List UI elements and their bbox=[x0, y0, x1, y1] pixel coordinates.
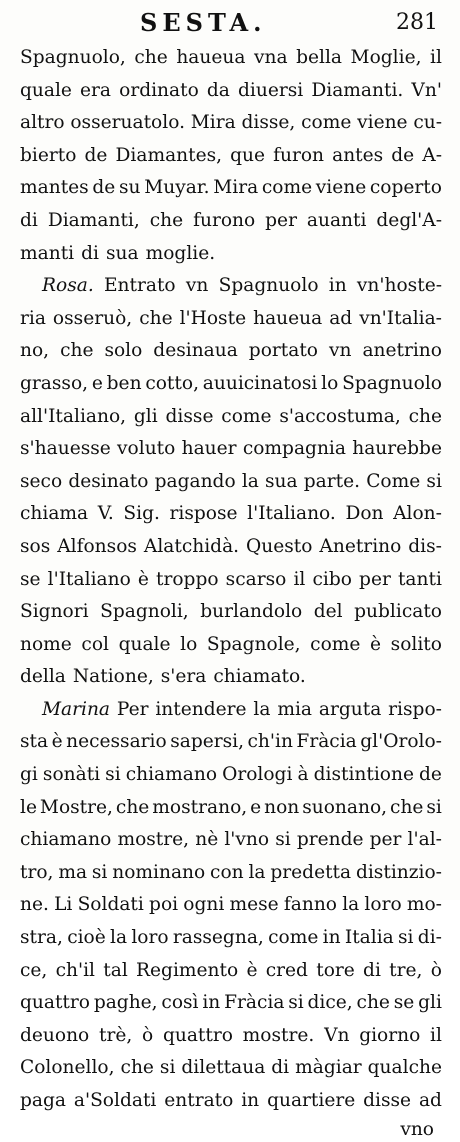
word: chiamato. bbox=[213, 666, 306, 688]
text-line bbox=[20, 531, 442, 564]
word: coperto bbox=[369, 177, 442, 199]
word: rispose bbox=[169, 503, 238, 525]
word: giorno bbox=[359, 1024, 421, 1046]
word: le bbox=[20, 796, 37, 818]
word: bella bbox=[296, 47, 342, 68]
word: la bbox=[110, 927, 128, 949]
word: anetrino bbox=[362, 340, 442, 362]
word: bierto bbox=[20, 144, 77, 166]
word: Spagnuolo, bbox=[20, 47, 126, 68]
text-line bbox=[20, 792, 442, 825]
text-line bbox=[20, 1020, 442, 1053]
text-line bbox=[20, 205, 442, 238]
word: antes bbox=[332, 144, 384, 166]
word: loro bbox=[364, 894, 402, 916]
word: come bbox=[221, 405, 272, 427]
word: che bbox=[408, 405, 442, 427]
word: viene bbox=[357, 112, 408, 134]
word: che bbox=[149, 209, 184, 231]
text-line bbox=[20, 107, 442, 140]
text-line bbox=[20, 922, 442, 955]
text-line bbox=[20, 889, 442, 922]
word: Vn bbox=[324, 1024, 350, 1046]
text-line bbox=[20, 726, 442, 759]
word: che bbox=[120, 1057, 154, 1079]
word: paga bbox=[20, 1090, 66, 1111]
word: grasso, bbox=[20, 372, 89, 394]
word: desinato bbox=[68, 470, 149, 492]
word: per bbox=[265, 209, 297, 231]
word: quartiere bbox=[267, 1090, 356, 1111]
word: Diamanti, bbox=[47, 209, 140, 231]
word: da bbox=[206, 79, 230, 101]
word: Fràcia bbox=[224, 992, 285, 1014]
word: stra, bbox=[20, 927, 63, 949]
word: mia bbox=[277, 698, 312, 720]
text-line bbox=[20, 433, 442, 466]
word: vn'Italia- bbox=[359, 307, 442, 329]
text-line bbox=[20, 857, 442, 890]
word: vna bbox=[253, 47, 288, 68]
word: Anetrino bbox=[319, 535, 402, 557]
word: rispo- bbox=[388, 698, 442, 720]
word: Spagnuolo bbox=[342, 372, 442, 394]
word: sua bbox=[105, 242, 139, 264]
word: auanti bbox=[306, 209, 367, 231]
word: all'Italiano, bbox=[20, 405, 127, 427]
word: lo bbox=[180, 633, 198, 655]
word: cred bbox=[265, 959, 308, 981]
word: di bbox=[81, 242, 99, 264]
word: Soldati bbox=[77, 894, 144, 916]
word: Muyar. bbox=[144, 177, 210, 199]
word: in bbox=[328, 275, 347, 297]
word: de bbox=[391, 144, 415, 166]
word: Per bbox=[116, 698, 149, 720]
word: publicato bbox=[354, 601, 442, 623]
word: come bbox=[301, 112, 352, 134]
word: solo bbox=[104, 340, 143, 362]
word: nè bbox=[195, 829, 219, 851]
text-line bbox=[20, 824, 442, 857]
word: Alon- bbox=[393, 503, 442, 525]
word: si bbox=[91, 861, 108, 883]
word: era bbox=[80, 79, 112, 101]
word: V. bbox=[97, 503, 114, 525]
word: gi bbox=[20, 764, 38, 786]
word: Spagnoli, bbox=[100, 601, 189, 623]
word: s'accostuma, bbox=[279, 405, 401, 427]
word: si bbox=[159, 1057, 176, 1079]
word: in bbox=[241, 1090, 260, 1111]
word: l'Hoste bbox=[179, 307, 247, 329]
word: auuicinatosi bbox=[202, 372, 318, 394]
word: ria bbox=[20, 307, 46, 329]
text-line bbox=[20, 42, 442, 75]
word: altro bbox=[20, 112, 65, 134]
word: per bbox=[369, 829, 402, 851]
word: la bbox=[248, 861, 266, 883]
word: l'vno bbox=[224, 829, 270, 851]
word: dilettaua bbox=[181, 1057, 266, 1079]
word: cioè bbox=[67, 927, 106, 949]
word: Questo bbox=[246, 535, 313, 557]
text-line bbox=[20, 498, 442, 531]
word: de bbox=[419, 764, 442, 786]
word: come bbox=[268, 927, 319, 949]
word: qualche bbox=[367, 1057, 442, 1079]
word: mese bbox=[229, 894, 279, 916]
word: predetta bbox=[270, 861, 352, 883]
word: viene bbox=[315, 177, 367, 199]
word: l'al- bbox=[407, 829, 442, 851]
word: entrato bbox=[164, 1090, 234, 1111]
word: quale bbox=[118, 633, 171, 655]
word: sapersi, bbox=[170, 731, 245, 753]
word: que bbox=[230, 144, 266, 166]
word: seco bbox=[20, 470, 63, 492]
word: portato bbox=[248, 340, 319, 362]
word: Come bbox=[366, 470, 421, 492]
word: arguta bbox=[318, 698, 382, 720]
word: hauer bbox=[181, 438, 237, 460]
word: in bbox=[202, 992, 221, 1014]
word: del bbox=[313, 601, 343, 623]
word: scarso bbox=[225, 568, 287, 590]
word: quale bbox=[20, 79, 72, 101]
text-line bbox=[20, 629, 442, 662]
word: che bbox=[356, 992, 390, 1014]
text-line bbox=[20, 564, 442, 597]
word: paghe, bbox=[93, 992, 158, 1014]
speaker-name: Rosa. bbox=[42, 275, 94, 297]
word: se bbox=[20, 568, 41, 590]
word: trè, bbox=[98, 1024, 133, 1046]
word: vn bbox=[185, 275, 209, 297]
word: burlandolo bbox=[200, 601, 303, 623]
text-line bbox=[20, 368, 442, 401]
word: Orologi bbox=[222, 764, 293, 786]
word: vn'hoste- bbox=[356, 275, 442, 297]
page-header bbox=[20, 6, 442, 42]
word: troppo bbox=[156, 568, 219, 590]
word: Sig. bbox=[123, 503, 160, 525]
word: ad bbox=[329, 307, 353, 329]
word: necessario bbox=[66, 731, 167, 753]
word: lo bbox=[321, 372, 339, 394]
word: Italia bbox=[344, 927, 394, 949]
word: solito bbox=[390, 633, 442, 655]
word: poi bbox=[149, 894, 179, 916]
word: a'Soldati bbox=[73, 1090, 157, 1111]
word: così bbox=[161, 992, 199, 1014]
word: distintione bbox=[313, 764, 414, 786]
word: si bbox=[105, 764, 121, 786]
word: furono bbox=[193, 209, 256, 231]
text-line bbox=[20, 694, 442, 727]
word: non bbox=[264, 796, 300, 818]
text-line bbox=[20, 140, 442, 173]
word: l'Italiano. bbox=[247, 503, 336, 525]
word: Natione, bbox=[72, 666, 154, 688]
word: in bbox=[322, 927, 341, 949]
word: A- bbox=[422, 144, 442, 166]
word: màgiar bbox=[295, 1057, 362, 1079]
word: della bbox=[20, 666, 66, 688]
word: se bbox=[393, 992, 415, 1014]
word: mostre. bbox=[242, 1024, 315, 1046]
word: ch'in bbox=[247, 731, 293, 753]
text-line bbox=[20, 172, 442, 205]
word: il bbox=[430, 1024, 442, 1046]
word: s'era bbox=[160, 666, 207, 688]
word: nominano bbox=[112, 861, 206, 883]
word: si bbox=[426, 796, 442, 818]
word: è bbox=[51, 731, 63, 753]
word: suonano, bbox=[302, 796, 388, 818]
word: che bbox=[115, 796, 150, 818]
word: no, bbox=[20, 340, 50, 362]
text-line bbox=[20, 335, 442, 368]
text-line bbox=[20, 1052, 442, 1085]
word: chiamano bbox=[20, 829, 112, 851]
word: si bbox=[275, 829, 291, 851]
word: con bbox=[210, 861, 244, 883]
word: ch'il bbox=[55, 959, 95, 981]
word: Moglie, bbox=[350, 47, 422, 68]
word: e bbox=[250, 796, 262, 818]
word: osseruò, bbox=[52, 307, 133, 329]
word: Alfonsos bbox=[57, 535, 137, 557]
word: che bbox=[134, 47, 168, 68]
word: loro bbox=[131, 927, 169, 949]
word: ne. bbox=[20, 894, 49, 916]
word: tore bbox=[316, 959, 355, 981]
word: come bbox=[310, 633, 361, 655]
word: gli bbox=[418, 992, 442, 1014]
word: Signori bbox=[20, 601, 89, 623]
word: che bbox=[60, 340, 94, 362]
word: il bbox=[293, 568, 306, 590]
word: vn bbox=[328, 340, 352, 362]
word: cu- bbox=[413, 112, 442, 134]
text-line bbox=[20, 303, 442, 336]
word: la bbox=[253, 698, 271, 720]
word: Don bbox=[345, 503, 384, 525]
word: mo- bbox=[406, 894, 442, 916]
word: la bbox=[342, 894, 360, 916]
word: sonàti bbox=[42, 764, 101, 786]
word: cibo bbox=[312, 568, 352, 590]
text-line bbox=[20, 238, 442, 271]
word: è bbox=[246, 959, 258, 981]
word: furon bbox=[273, 144, 325, 166]
word: manti bbox=[20, 242, 75, 264]
text-line bbox=[20, 596, 442, 629]
body-text bbox=[20, 42, 442, 1118]
word: Fràcia bbox=[296, 731, 357, 753]
word: Mira bbox=[213, 177, 259, 199]
word: di- bbox=[417, 927, 442, 949]
text-line bbox=[20, 987, 442, 1020]
word: chiamano bbox=[125, 764, 218, 786]
word: di bbox=[271, 1057, 290, 1079]
word: tre, bbox=[389, 959, 423, 981]
word: haueua bbox=[253, 307, 323, 329]
word: Spagnole, bbox=[206, 633, 301, 655]
text-line bbox=[20, 75, 442, 108]
word: Vn' bbox=[411, 79, 442, 101]
word: mantes bbox=[20, 177, 89, 199]
word: la bbox=[241, 470, 259, 492]
word: e bbox=[91, 372, 103, 394]
word: tal bbox=[103, 959, 128, 981]
text-line bbox=[20, 955, 442, 988]
word: Diamanti. bbox=[311, 79, 404, 101]
word: degl'A- bbox=[376, 209, 442, 231]
word: dis- bbox=[408, 535, 442, 557]
text-line bbox=[20, 1085, 442, 1118]
word: parte. bbox=[303, 470, 361, 492]
word: intendere bbox=[155, 698, 247, 720]
word: è bbox=[137, 568, 149, 590]
word: il bbox=[430, 47, 442, 68]
word: su bbox=[118, 177, 141, 199]
word: ò bbox=[142, 1024, 154, 1046]
word: rassegna, bbox=[172, 927, 264, 949]
word: di bbox=[363, 959, 381, 981]
word: mostre, bbox=[117, 829, 190, 851]
text-line bbox=[20, 466, 442, 499]
word: ò bbox=[430, 959, 442, 981]
word: osseruatolo. bbox=[70, 112, 185, 134]
word: diuersi bbox=[238, 79, 304, 101]
word: ordinato bbox=[119, 79, 199, 101]
word: prende bbox=[296, 829, 364, 851]
word: s'hauesse bbox=[20, 438, 111, 460]
word: Li bbox=[54, 894, 73, 916]
word: Diamantes, bbox=[115, 144, 223, 166]
text-line bbox=[20, 661, 442, 694]
word: per bbox=[359, 568, 391, 590]
word: Alatchidà. bbox=[143, 535, 240, 557]
word: ben bbox=[106, 372, 142, 394]
word: moglie. bbox=[145, 242, 216, 264]
word: che bbox=[390, 796, 424, 818]
speaker-name: Marina bbox=[42, 698, 111, 720]
word: pagando bbox=[154, 470, 236, 492]
word: Entrato bbox=[103, 275, 176, 297]
word: Mira bbox=[190, 112, 236, 134]
word: sta bbox=[20, 731, 49, 753]
word: Mostre, bbox=[39, 796, 113, 818]
word: ce, bbox=[20, 959, 48, 981]
word: col bbox=[81, 633, 109, 655]
word: tro, bbox=[20, 861, 54, 883]
running-head: SESTA. bbox=[140, 8, 267, 37]
word: disse bbox=[363, 1090, 412, 1111]
word: gli bbox=[133, 405, 158, 427]
word: disse bbox=[165, 405, 214, 427]
word: è bbox=[370, 633, 382, 655]
word: haurebbe bbox=[352, 438, 442, 460]
word: tanti bbox=[397, 568, 442, 590]
text-line bbox=[20, 759, 442, 792]
word: haueua bbox=[176, 47, 246, 68]
word: di bbox=[20, 209, 38, 231]
word: dice, bbox=[307, 992, 353, 1014]
word: sos bbox=[20, 535, 51, 557]
word: Colonello, bbox=[20, 1057, 115, 1079]
word: à bbox=[297, 764, 309, 786]
word: quattro bbox=[162, 1024, 233, 1046]
word: chiama bbox=[20, 503, 89, 525]
catchword bbox=[20, 1118, 442, 1142]
word: che bbox=[139, 307, 173, 329]
word: si bbox=[426, 470, 442, 492]
word: gl'Orolo- bbox=[360, 731, 442, 753]
catchword-text: vno bbox=[400, 1118, 434, 1140]
word: si bbox=[398, 927, 414, 949]
word: mostrano, bbox=[152, 796, 248, 818]
word: Regimento bbox=[136, 959, 239, 981]
word: deuono bbox=[20, 1024, 90, 1046]
word: quattro bbox=[20, 992, 90, 1014]
word: de bbox=[84, 144, 108, 166]
word: distinzio- bbox=[355, 861, 442, 883]
word: Spagnuolo bbox=[218, 275, 319, 297]
word: fanno bbox=[283, 894, 337, 916]
word: come bbox=[261, 177, 313, 199]
word: ogni bbox=[183, 894, 225, 916]
word: compagnia bbox=[242, 438, 346, 460]
word: voluto bbox=[117, 438, 176, 460]
text-line bbox=[20, 270, 442, 303]
word: ma bbox=[58, 861, 88, 883]
word: si bbox=[288, 992, 304, 1014]
word: de bbox=[92, 177, 116, 199]
word: cotto, bbox=[145, 372, 199, 394]
word: nome bbox=[20, 633, 72, 655]
page-number: 281 bbox=[396, 10, 438, 35]
word: ad bbox=[418, 1090, 442, 1111]
word: sua bbox=[265, 470, 298, 492]
word: l'Italiano bbox=[47, 568, 131, 590]
word: desinaua bbox=[153, 340, 238, 362]
word: disse, bbox=[241, 112, 296, 134]
text-line bbox=[20, 401, 442, 434]
